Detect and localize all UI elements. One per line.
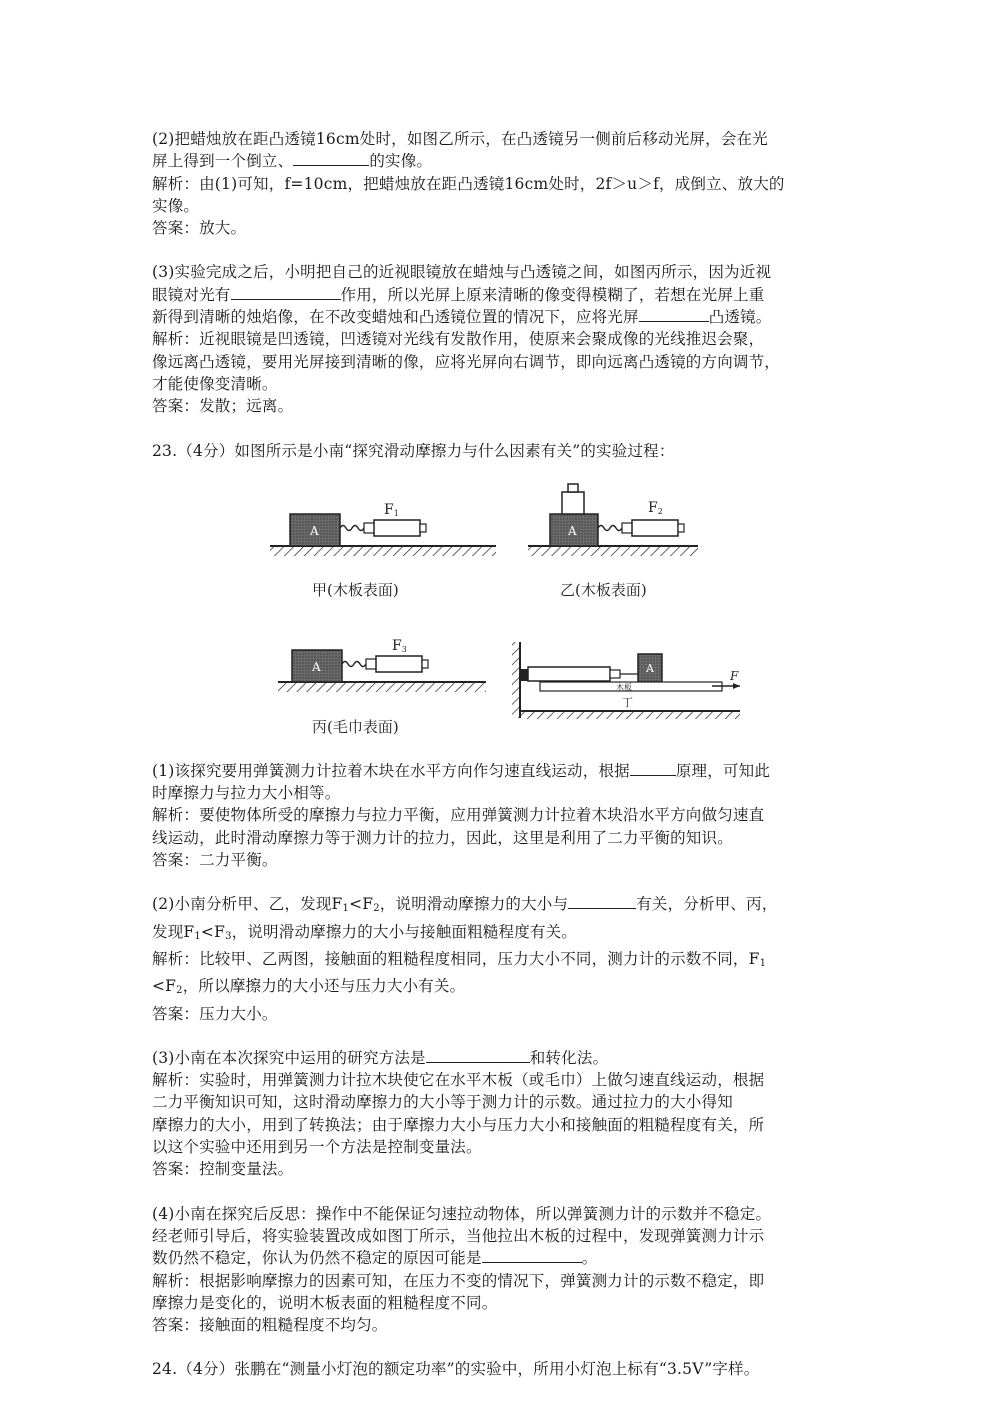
- q22-p3-question-line2: 眼镜对光有 作用，所以光屏上原来清晰的像变得模糊了，若想在光屏上重: [152, 285, 765, 304]
- answer-blank[interactable]: [293, 150, 369, 166]
- diagram-yi: [528, 484, 698, 599]
- q22-p3-answer: 答案：发散；远离。: [152, 397, 294, 416]
- q22-p2-answer: 答案：放大。: [152, 219, 247, 238]
- q24-title: 24.（4分）张鹏在“测量小灯泡的额定功率”的实验中，所用小灯泡上标有“3.5V”字样。: [152, 1360, 760, 1379]
- svg-text:丁: 丁: [622, 695, 633, 709]
- spring-scale-jia: [374, 520, 420, 536]
- q23-p3-answer: 答案：控制变量法。: [152, 1160, 294, 1179]
- spring-scale-yi: [632, 520, 678, 536]
- svg-text:A: A: [310, 523, 319, 538]
- q22-p3-analysis-line1: 解析：近视眼镜是凹透镜，凹透镜对光线有发散作用，使原来会聚成像的光线推迟会聚，: [152, 330, 765, 349]
- svg-text:A: A: [312, 659, 321, 674]
- q22-p2-question-line1: (2)把蜡烛放在距凸透镜16cm处时，如图乙所示，在凸透镜另一侧前后移动光屏，会在光: [152, 130, 768, 148]
- q23-p1-question-line1: (1)该探究要用弹簧测力计拉着木块在水平方向作匀速直线运动，根据 原理，可知此: [152, 761, 771, 780]
- spring-scale-ding: [528, 667, 610, 681]
- diagram-bing: [278, 638, 486, 736]
- answer-blank[interactable]: [426, 1047, 530, 1063]
- q23-p4-analysis-line1: 解析：根据影响摩擦力的因素可知，在压力不变的情况下，弹簧测力计的示数不稳定，即: [152, 1271, 765, 1290]
- svg-text:甲(木板表面): 甲(木板表面): [312, 580, 399, 599]
- force-label-f3: F3: [392, 637, 407, 654]
- q23-p3-analysis-line1: 解析：实验时，用弹簧测力计拉木块使它在水平木板（或毛巾）上做匀速直线运动，根据: [152, 1071, 765, 1090]
- q23-p1-question-line2: 时摩擦力与拉力大小相等。: [152, 784, 341, 803]
- q23-p3-question-line1: (3)小南在本次探究中运用的研究方法是 和转化法。: [152, 1048, 609, 1067]
- q22-p3-question-line1: (3)实验完成之后，小明把自己的近视眼镜放在蜡烛与凸透镜之间，如图丙所示，因为近视: [152, 263, 772, 282]
- diagram-jia: [270, 502, 496, 599]
- q23-p3-analysis-line3: 摩擦力的大小，用到了转换法；由于摩擦力大小与压力大小和接触面的粗糙程度有关，所: [152, 1115, 765, 1134]
- answer-blank[interactable]: [231, 284, 341, 300]
- q23-p4-analysis-line2: 摩擦力是变化的，说明木板表面的粗糙程度不同。: [152, 1293, 498, 1312]
- force-label-f1: F1: [384, 501, 399, 518]
- q23-p2-analysis-line1: 解析：比较甲、乙两图，接触面的粗糙程度相同，压力大小不同，测力计的示数不同，$F_1$: [152, 949, 767, 969]
- spring-scale-bing: [376, 656, 422, 672]
- friction-experiment-figure: [152, 470, 862, 750]
- q23-p2-answer: 答案：压力大小。: [152, 1004, 278, 1023]
- q23-p3-analysis-line4: 以这个实验中还用到另一个方法是控制变量法。: [152, 1138, 482, 1157]
- svg-text:A: A: [568, 523, 577, 538]
- answer-blank[interactable]: [639, 306, 709, 322]
- q23-p3-analysis-line2: 二力平衡知识可知，这时滑动摩擦力的大小等于测力计的示数。通过拉力的大小得知: [152, 1093, 733, 1112]
- q23-title: 23.（4分）如图所示是小南“探究滑动摩擦力与什么因素有关”的实验过程：: [152, 441, 675, 460]
- document-page: [152, 128, 862, 1381]
- q22-p2-question-line2: 屏上得到一个倒立、 的实像。: [152, 152, 433, 171]
- answer-blank[interactable]: [630, 760, 676, 776]
- q23-p4-question-line3: 数仍然不稳定，你认为仍然不稳定的原因可能是 。: [152, 1249, 598, 1268]
- friction-diagram: [152, 470, 862, 750]
- weight: [562, 492, 584, 514]
- q22-p2-analysis-line1: 解析：由(1)可知，f=10cm，把蜡烛放在距凸透镜16cm处时，2f＞u＞f，成倒立、放大的: [152, 174, 785, 193]
- q23-p1-analysis-line1: 解析：要使物体所受的摩擦力与拉力平衡，应用弹簧测力计拉着木块沿水平方向做匀速直: [152, 806, 765, 825]
- q22-p3-question-line3: 新得到清晰的烛焰像，在不改变蜡烛和凸透镜位置的情况下，应将光屏 凸透镜。: [152, 308, 772, 327]
- q22-p3-analysis-line2: 像远离凸透镜，要用光屏接到清晰的像，应将光屏向右调节，即向远离凸透镜的方向调节，: [152, 352, 781, 371]
- svg-text:木板: 木板: [616, 682, 632, 692]
- q22-p2-analysis-line2: 实像。: [152, 196, 200, 215]
- svg-text:丙(毛巾表面): 丙(毛巾表面): [312, 717, 399, 736]
- svg-text:A: A: [646, 661, 654, 675]
- svg-text:F: F: [730, 668, 739, 683]
- q23-p2-question-line2: 发现$F_1<F_3$，说明滑动摩擦力的大小与接触面粗糙程度有关。: [152, 922, 578, 942]
- q23-p4-question-line1: (4)小南在探究后反思：操作中不能保证匀速拉动物体，所以弹簧测力计的示数并不稳定。: [152, 1204, 772, 1223]
- answer-blank[interactable]: [482, 1247, 582, 1263]
- force-label-f2: F2: [648, 499, 663, 516]
- q23-p1-answer: 答案：二力平衡。: [152, 851, 278, 870]
- answer-blank[interactable]: [568, 893, 636, 909]
- q23-p2-question-line1: (2)小南分析甲、乙，发现$F_1<F_2$，说明滑动摩擦力的大小与 有关，分析甲、丙，: [152, 895, 778, 915]
- svg-text:乙(木板表面): 乙(木板表面): [560, 580, 647, 599]
- q23-p4-question-line2: 经老师引导后，将实验装置改成如图丁所示，当他拉出木板的过程中，发现弹簧测力计示: [152, 1226, 765, 1245]
- q23-p4-answer: 答案：接触面的粗糙程度不均匀。: [152, 1316, 388, 1335]
- diagram-ding: [512, 642, 740, 719]
- q23-p2-analysis-line2: $<F_2$，所以摩擦力的大小还与压力大小有关。: [152, 977, 466, 997]
- q22-p3-analysis-line3: 才能使像变清晰。: [152, 374, 278, 393]
- q23-p1-analysis-line2: 线运动，此时滑动摩擦力等于测力计的拉力，因此，这里是利用了二力平衡的知识。: [152, 828, 733, 847]
